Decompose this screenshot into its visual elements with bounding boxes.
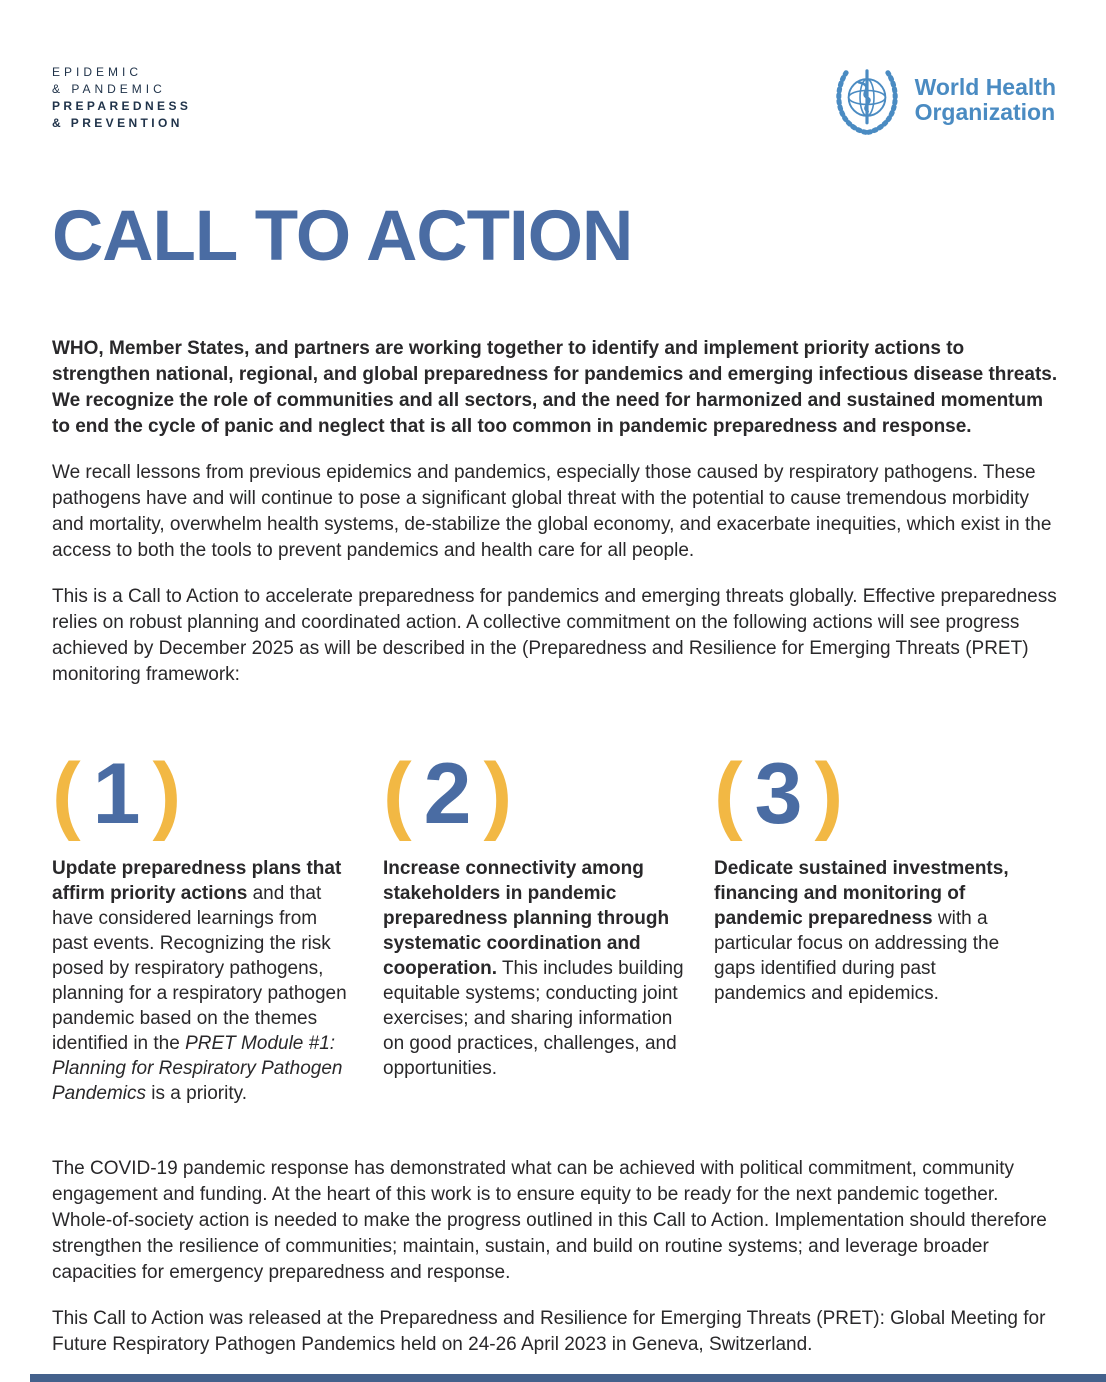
open-paren-glyph: ( (714, 746, 743, 842)
who-wordmark-line-2: Organization (914, 99, 1056, 125)
action-3-text (714, 856, 1019, 1006)
who-emblem-icon (829, 64, 905, 136)
epp-logo-line-4: & PREVENTION (52, 116, 183, 130)
epp-logo (52, 64, 191, 132)
epp-logo-line-1: EPIDEMIC (52, 65, 143, 79)
action-2 (383, 746, 688, 1106)
closing-section (52, 1156, 1062, 1378)
action-2-body: This includes building equitable systems; conducting joint exercises; and sharing information on good practices, challenges, and opportunities. (383, 958, 684, 1079)
action-3-lead: Dedicate sustained investments, financing and monitoring of pandemic preparedness (714, 858, 1009, 929)
open-paren-glyph: ( (52, 746, 81, 842)
open-paren-glyph: ( (383, 746, 412, 842)
action-3-number (714, 746, 1019, 842)
action-3 (714, 746, 1019, 1106)
intro-paragraph-1: WHO, Member States, and partners are working together to identify and implement priority actions to strengthen national, regional, and global preparedness for pandemics and emerging infectious disease threats. We recognize the role of communities and all sectors, and the need for harmonized and sustained momentum to end the cycle of panic and neglect that is all too common in pandemic preparedness and response. (52, 338, 1058, 437)
action-1-tail: is a priority. (146, 1083, 248, 1104)
action-2-digit: 2 (423, 746, 472, 842)
action-2-number (383, 746, 688, 842)
action-3-body: with a particular focus on addressing the gaps identified during past pandemics and epidemics. (714, 908, 1000, 1004)
action-1-digit: 1 (92, 746, 141, 842)
close-paren-glyph: ) (152, 746, 182, 842)
who-wordmark (915, 75, 1056, 125)
intro-paragraph-2: We recall lessons from previous epidemics and pandemics, especially those caused by respiratory pathogens. These pathogens have and will continue to pose a significant global threat with the potential to cause tremendous morbidity and mortality, overwhelm health systems, de-stabilize the global economy, and exacerbate inequities, which exist in the access to both the tools to prevent pandemics and health care for all people. (52, 462, 1052, 561)
epp-logo-line-2: & PANDEMIC (52, 82, 166, 96)
who-logo (829, 64, 1056, 136)
who-wordmark-line-1: World Health (914, 74, 1056, 100)
action-1-number (52, 746, 357, 842)
action-3-digit: 3 (754, 746, 803, 842)
page-title: CALL TO ACTION (52, 197, 633, 276)
action-1-lead: Update preparedness plans that affirm priority actions (52, 858, 342, 904)
actions-columns (52, 746, 1060, 1106)
epp-logo-line-3: PREPAREDNESS (52, 99, 192, 113)
footer-band (30, 1374, 1106, 1382)
close-paren-glyph: ) (814, 746, 844, 842)
action-1-module-title: PRET Module #1: Planning for Respiratory Pathogen Pandemics (52, 1033, 343, 1104)
action-1 (52, 746, 357, 1106)
intro-section (52, 336, 1060, 708)
action-1-text (52, 856, 357, 1106)
intro-paragraph-3: This is a Call to Action to accelerate preparedness for pandemics and emerging threats globally. Effective preparedness relies on robust planning and coordinated action. A collective commitment on the following actions will see progress achieved by December 2025 as will be described in the (Preparedness and Resilience for Emerging Threats (PRET) monitoring framework: (52, 586, 1057, 685)
page-header (52, 64, 1056, 136)
closing-paragraph-2: This Call to Action was released at the Preparedness and Resilience for Emerging Threats (PRET): Global Meeting for Future Respiratory Pathogen Pandemics held on 24-26 April 2023 in Geneva, Switzerland. (52, 1308, 1046, 1355)
action-1-body: and that have considered learnings from past events. Recognizing the risk posed by respiratory pathogens, planning for a respiratory pathogen pandemic based on the themes identified in the (52, 883, 347, 1054)
action-2-text (383, 856, 688, 1081)
closing-paragraph-1: The COVID-19 pandemic response has demonstrated what can be achieved with political commitment, community engagement and funding. At the heart of this work is to ensure equity to be ready for the next pandemic together. Whole-of-society action is needed to make the progress outlined in this Call to Action. Implementation should therefore strengthen the resilience of communities; maintain, sustain, and build on routine systems; and leverage broader capacities for emergency preparedness and response. (52, 1158, 1047, 1283)
action-2-lead: Increase connectivity among stakeholders in pandemic preparedness planning through systematic coordination and cooperation. (383, 858, 670, 979)
close-paren-glyph: ) (483, 746, 513, 842)
